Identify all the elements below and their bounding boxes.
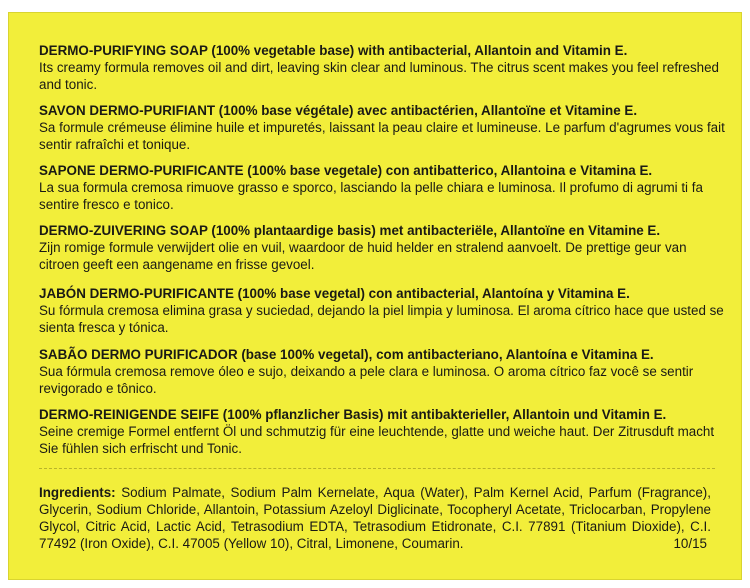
section-body: Sua fórmula cremosa remove óleo e sujo, deixando a pele clara e luminosa. O aroma cítrico faz você se sentir revigorado e tônico. [39, 364, 694, 396]
section-body: Zijn romige formule verwijdert olie en vuil, waardoor de huid helder en stralend aanvoelt. De prettige geur van citroen geeft een aangename en frisse gevoel. [39, 240, 687, 272]
section-italian [39, 162, 729, 213]
ingredients-label: Ingredients: [39, 485, 116, 500]
dashed-divider [39, 468, 715, 469]
section-spanish [39, 285, 729, 336]
section-body: La sua formula cremosa rimuove grasso e sporco, lasciando la pelle chiara e luminosa. Il profumo di agrumi ti fa sentire fresco e tonico. [39, 180, 703, 212]
section-heading: SABÃO DERMO PURIFICADOR (base 100% vegetal), com antibacteriano, Alantoína e Vitamina E. [39, 347, 654, 362]
section-english [39, 42, 729, 93]
section-dutch [39, 222, 729, 273]
section-body: Its creamy formula removes oil and dirt, leaving skin clear and luminous. The citrus scent makes you feel refreshed and tonic. [39, 60, 719, 92]
section-portuguese [39, 346, 729, 397]
batch-code: 10/15 [673, 536, 707, 551]
section-heading: JABÓN DERMO-PURIFICANTE (100% base vegetal) con antibacterial, Alantoína y Vitamina E. [39, 286, 630, 301]
ingredients-list [39, 484, 711, 552]
section-heading: DERMO-REINIGENDE SEIFE (100% pflanzlicher Basis) mit antibakterieller, Allantoin und Vitamin E. [39, 407, 667, 422]
section-heading: SAPONE DERMO-PURIFICANTE (100% base vegetale) con antibatterico, Allantoina e Vitamina E. [39, 163, 653, 178]
section-french [39, 102, 729, 153]
section-body: Sa formule crémeuse élimine huile et impuretés, laissant la peau claire et lumineuse. Le parfum d'agrumes vous fait sentir rafraîchi et tonique. [39, 120, 725, 152]
section-german [39, 406, 729, 457]
section-heading: DERMO-PURIFYING SOAP (100% vegetable base) with antibacterial, Allantoin and Vitamin E. [39, 43, 628, 58]
section-heading: DERMO-ZUIVERING SOAP (100% plantaardige basis) met antibacteriële, Allantoïne en Vitamine E. [39, 223, 661, 238]
section-heading: SAVON DERMO-PURIFIANT (100% base végétale) avec antibactérien, Allantoïne et Vitamine E. [39, 103, 638, 118]
section-body: Su fórmula cremosa elimina grasa y suciedad, dejando la piel limpia y luminosa. El aroma cítrico hace que usted se sienta fresca y tónica. [39, 303, 724, 335]
label-panel [8, 12, 742, 580]
ingredients-text: Sodium Palmate, Sodium Palm Kernelate, Aqua (Water), Palm Kernel Acid, Parfum (Fragrance), Glycerin, Sodium Chloride, Allantoin, Potassium Azeloyl Diglicinate, Tocopheryl Acetate, Triclocarban, Propylene Glycol, Citric Acid, Lactic Acid, Tetrasodium EDTA, Tetrasodium Etidronate, C.I. 77891 (Titanium Dioxide), C.I. 77492 (Iron Oxide), C.I. 47005 (Yellow 10), Citral, Limonene, Coumarin. [39, 485, 711, 551]
section-body: Seine cremige Formel entfernt Öl und schmutzig für eine leuchtende, glatte und weiche haut. Der Zitrusduft macht Sie fühlen sich erfrischt und Tonic. [39, 424, 715, 456]
